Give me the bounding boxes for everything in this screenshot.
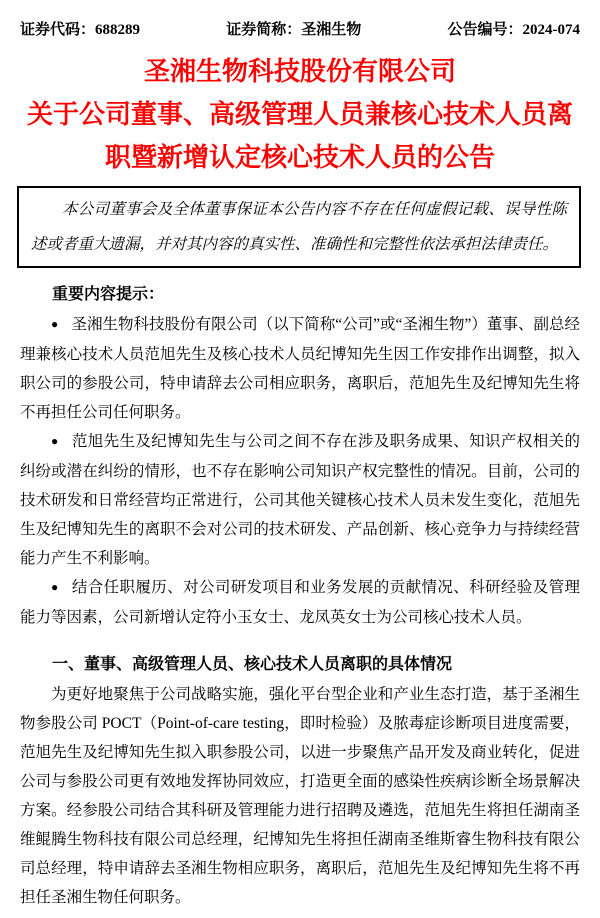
section-one-paragraph: 为更好地聚焦于公司战略实施，强化平台型企业和产业生态打造，基于圣湘生物参股公司 POCT（Point-of-care testing，即时检验）及脓毒症诊断项目进度需要，范旭先生及纪博知先生拟入职参股公司，以进一步聚焦产品开发及商业转化，促进公司与参股公司更有效地发挥协同效应，打造更全面的感染性疾病诊断全场景解决方案。经参股公司结合其科研及管理能力进行招聘及遴选，范旭先生将担任湖南圣维鲲腾生物科技有限公司总经理，纪博知先生将担任湖南圣维斯睿生物科技有限公司总经理，特申请辞去圣湘生物相应职务，离职后，范旭先生及纪博知先生将不再担任圣湘生物任何职务。: [20, 686, 580, 906]
section-one-heading: 一、董事、高级管理人员、核心技术人员离职的具体情况: [52, 656, 453, 673]
board-statement-box: [17, 186, 581, 268]
hint-bullet-text-3: 结合任职履历、对公司研发项目和业务发展的贡献情况、科研经验及管理能力等因素，公司新增认定符小玉女士、龙凤英女士为公司核心技术人员。: [20, 579, 580, 626]
title-line-3: 职暨新增认定核心技术人员的公告: [104, 142, 495, 172]
document-header: [20, 20, 580, 40]
title-line-2: 关于公司董事、高级管理人员兼核心技术人员离: [26, 99, 573, 129]
board-statement-text: 本公司董事会及全体董事保证本公告内容不存在任何虚假记载、误导性陈述或者重大遗漏，并对其内容的真实性、准确性和完整性依法承担法律责任。: [31, 201, 567, 253]
bullet-icon: ●: [51, 580, 59, 594]
title-line-1: 圣湘生物科技股份有限公司: [143, 56, 456, 86]
bullet-icon: ●: [51, 434, 59, 448]
stock-name-label: 证券简称：圣湘生物: [226, 22, 362, 38]
important-hints-heading: 重要内容提示：: [52, 286, 165, 303]
hint-bullet-item-1: [20, 310, 580, 427]
important-hints-section: [20, 280, 580, 632]
document-title: [20, 50, 580, 179]
section-one-departure-details: [20, 650, 580, 912]
hint-bullet-text-1: 圣湘生物科技股份有限公司（以下简称“公司”或“圣湘生物”）董事、副总经理兼核心技术人员范旭先生及核心技术人员纪博知先生因工作安排作出调整，拟入职公司的参股公司，特申请辞去公司相应职务，离职后，范旭先生及纪博知先生将不再担任公司任何职务。: [20, 316, 580, 421]
announcement-number-label: 公告编号：2024-074: [447, 22, 580, 38]
hint-bullet-item-3: [20, 573, 580, 632]
stock-code-label: 证券代码：688289: [20, 22, 141, 38]
bullet-icon: ●: [51, 317, 59, 331]
hint-bullet-text-2: 范旭先生及纪博知先生与公司之间不存在涉及职务成果、知识产权相关的纠纷或潜在纠纷的情形，也不存在影响公司知识产权完整性的情况。目前，公司的技术研发和日常经营均正常进行，公司其他关键核心技术人员未发生变化，范旭先生及纪博知先生的离职不会对公司的技术研发、产品创新、核心竞争力与持续经营能力产生不利影响。: [20, 433, 580, 567]
hint-bullet-item-2: [20, 427, 580, 573]
